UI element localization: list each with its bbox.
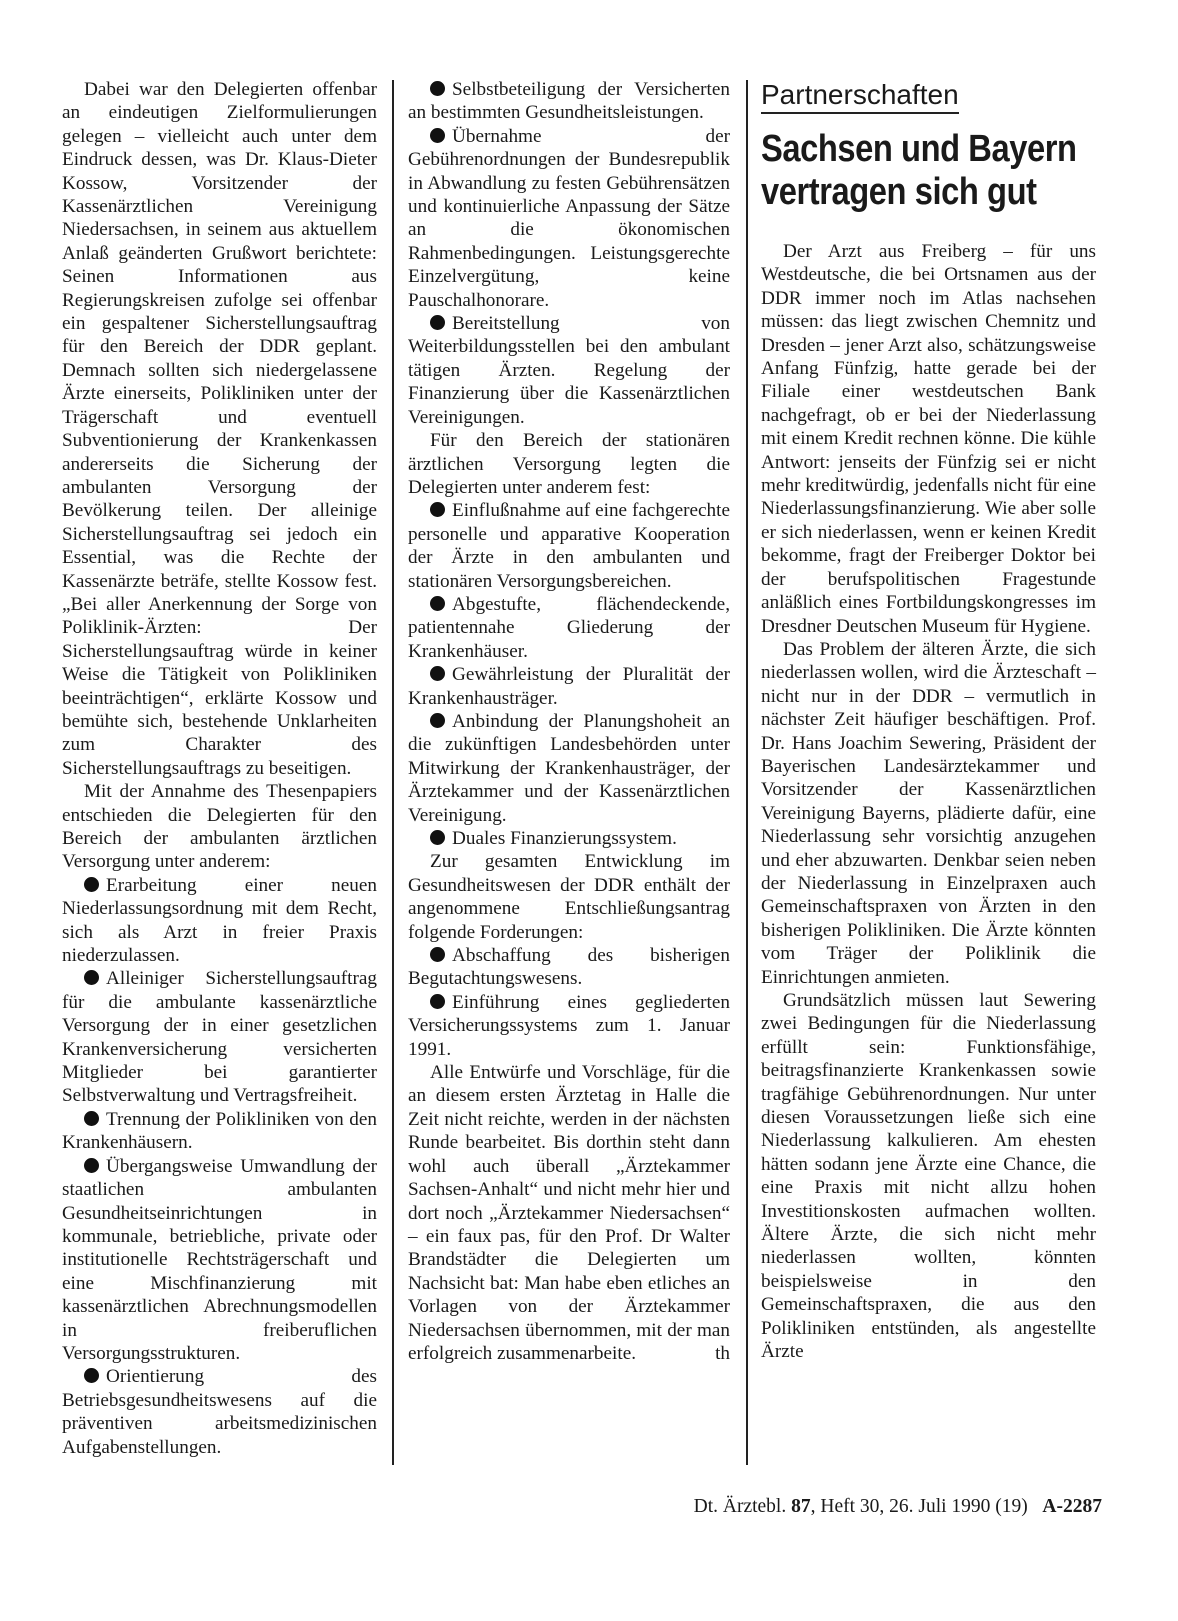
bullet-item: Übernahme der Gebührenordnungen der Bundesrepublik in Abwandlung zu festen Gebührensätzen und kontinuierliche Anpassung der Sätze an die ökonomischen Rahmenbedingungen. Leistungsgerechte Einzelvergütung, keine Pauschalhonorare. xyxy=(408,125,730,311)
bullet-item: Übergangsweise Umwandlung der staatlichen ambulanten Gesundheitseinrichtungen in kommunale, betriebliche, private oder institutionelle Rechtsträgerschaft und eine Mischfinanzierung mit kassenärztlichen Abrechnungsmodellen in freiberuflichen Versorgungsstrukturen. xyxy=(62,1155,377,1364)
bullet-item: Erarbeitung einer neuen Niederlassungsordnung mit dem Recht, sich als Arzt in freier Praxis niederzulassen. xyxy=(62,874,377,967)
bullet-dot-icon xyxy=(84,1368,99,1383)
author-signoff: th xyxy=(715,1342,730,1364)
bullet-dot-icon xyxy=(84,1111,99,1126)
bullet-dot-icon xyxy=(430,128,445,143)
paragraph: Mit der Annahme des Thesenpapiers entschieden die Delegierten für den Bereich der ambulanten ärztlichen Versorgung unter anderem: xyxy=(62,781,377,873)
paragraph: Alle Entwürfe und Vorschläge, für die an diesem ersten Ärztetag in Halle die Zeit nicht reichte, werden in der nächsten Runde bearbeitet. Bis dorthin steht dann wohl auch überall „Ärztekammer Sachsen-Anhalt“ und nicht mehr hier und dort noch „Ärztekammer Niedersachsen“ – ein faux pas, für den Prof. Dr Walter Brandstädter die Delegierten um Nachsicht bat: Man habe eben etliches an Vorlagen von der Ärztekammer Niedersachsen übernommen, mit der man erfolgreich zusammenarbeite. th xyxy=(408,1062,730,1364)
issue-date: , Heft 30, 26. Juli 1990 (19) xyxy=(810,1496,1028,1517)
page-number: A-2287 xyxy=(1042,1496,1102,1517)
volume-number: 87 xyxy=(791,1496,811,1517)
bullet-dot-icon xyxy=(430,713,445,728)
bullet-dot-icon xyxy=(430,315,445,330)
bullet-item: Bereitstellung von Weiterbildungsstellen bei den ambulant tätigen Ärzten. Regelung der Finanzierung über die Kassenärztlichen Vereinigungen. xyxy=(408,313,730,428)
bullet-dot-icon xyxy=(430,947,445,962)
bullet-item: Anbindung der Planungshoheit an die zukünftigen Landesbehörden unter Mitwirkung der Krankenhausträger, der Ärztekammer und der Kassenärztlichen Vereinigung. xyxy=(408,710,730,826)
paragraph: Grundsätzlich müssen laut Sewering zwei Bedingungen für die Niederlassung erfüllt sein: Funktionsfähige, beitragsfinanzierte Krankenkassen sowie tragfähige Gebührenordnungen. Nur unter diesen Voraussetzungen ließe sich eine Niederlassung kalkulieren. Am ehesten hätten sodann jene Ärzte eine Chance, die eine Praxis mit nicht allzu hohen Investitionskosten aufmachen wollten. Ältere Ärzte, die sich nicht mehr niederlassen wollten, könnten beispielsweise in den Gemeinschaftspraxen, die aus den Polikliniken entstünden, als angestellte Ärzte xyxy=(761,990,1096,1363)
paragraph: Für den Bereich der stationären ärztlichen Versorgung legten die Delegierten unter anderem fest: xyxy=(408,430,730,498)
bullet-item: Alleiniger Sicherstellungsauftrag für die ambulante kassenärztliche Versorgung der in einer gesetzlichen Krankenversicherung versicherten Mitglieder bei garantierter Selbstverwaltung und Vertragsfreiheit. xyxy=(62,968,377,1107)
bullet-dot-icon xyxy=(430,502,445,517)
bullet-dot-icon xyxy=(84,1158,99,1173)
bullet-dot-icon xyxy=(430,830,445,845)
column-3 xyxy=(761,80,1096,1364)
column-rule-right xyxy=(746,80,748,1465)
bullet-item: Gewährleistung der Pluralität der Krankenhausträger. xyxy=(408,664,730,709)
bullet-dot-icon xyxy=(430,994,445,1009)
bullet-item: Duales Finanzierungssystem. xyxy=(408,827,730,850)
article-headline: Sachsen und Bayern vertragen sich gut xyxy=(761,128,1077,213)
paragraph: Dabei war den Delegierten offenbar an eindeutigen Zielformulierungen gelegen – vielleicht auch unter dem Eindruck dessen, was Dr. Klaus-Dieter Kossow, Vorsitzender der Kassenärztlichen Vereinigung Niedersachsen, in seinem aus aktuellem Anlaß geänderten Grußwort berichtete: Seinen Informationen aus Regierungskreisen zufolge sei offenbar ein gespaltener Sicherstellungsauftrag für den Bereich der DDR geplant. Demnach sollten sich niedergelassene Ärzte einerseits, Polikliniken unter der Trägerschaft und eventuell Subventionierung der Krankenkassen andererseits die Sicherung der ambulanten Versorgung der Bevölkerung teilen. Der alleinige Sicherstellungsauftrag sei jedoch ein Essential, was die Rechte der Kassenärzte beträfe, stellte Kossow fest. „Bei aller Anerkennung der Sorge von Poliklinik-Ärzten: Der Sicherstellungsauftrag würde in keiner Weise die Tätigkeit von Polikliniken beeinträchtigen“, erklärte Kossow und bemühte sich, bestehende Unklarheiten zum Charakter des Sicherstellungsauftrags zu beseitigen. xyxy=(62,79,377,779)
bullet-item: Einführung eines gegliederten Versicherungssystems zum 1. Januar 1991. xyxy=(408,991,730,1060)
column-2 xyxy=(408,78,730,1365)
bullet-item: Orientierung des Betriebsgesundheitswesens auf die präventiven arbeitsmedizinischen Aufgabenstellungen. xyxy=(62,1366,377,1458)
bullet-dot-icon xyxy=(84,877,99,892)
paragraph: Das Problem der älteren Ärzte, die sich niederlassen wollen, wird die Ärzteschaft – nicht nur in der DDR – vermutlich in nächster Zeit häufiger beschäftigen. Prof. Dr. Hans Joachim Sewering, Präsident der Bayerischen Landesärztekammer und Vorsitzender der Kassenärztlichen Vereinigung Bayerns, plädierte dafür, eine Niederlassung sehr vorsichtig anzugehen und eher abzuwarten. Denkbar seien neben der Niederlassung in Einzelpraxen auch Gemeinschaftspraxen von Ärzten in den bisherigen Polikliniken. Die Ärzte könnten vom Träger der Poliklinik die Einrichtungen anmieten. xyxy=(761,638,1096,988)
journal-name: Dt. Ärztebl. xyxy=(693,1496,787,1517)
bullet-item: Abgestufte, flächendeckende, patientennahe Gliederung der Krankenhäuser. xyxy=(408,593,730,662)
bullet-dot-icon xyxy=(430,596,445,611)
bullet-dot-icon xyxy=(430,81,445,96)
column-rule-left xyxy=(392,80,394,1465)
page-footer xyxy=(640,1495,1102,1519)
bullet-item: Selbstbeteiligung der Versicherten an bestimmten Gesundheitsleistungen. xyxy=(408,79,730,124)
bullet-dot-icon xyxy=(430,666,445,681)
bullet-item: Abschaffung des bisherigen Begutachtungswesens. xyxy=(408,945,730,990)
paragraph: Zur gesamten Entwicklung im Gesundheitswesen der DDR enthält der angenommene Entschließungsantrag folgende Forderungen: xyxy=(408,851,730,943)
bullet-dot-icon xyxy=(84,970,99,985)
column-1 xyxy=(62,78,377,1459)
paragraph: Der Arzt aus Freiberg – für uns Westdeutsche, die bei Ortsnamen aus der DDR immer noch im Atlas nachsehen müssen: das liegt zwischen Chemnitz und Dresden – jener Arzt also, schätzungsweise Anfang Fünfzig, hatte gerade bei der Filiale einer westdeutschen Bank nachgefragt, ob er bei der Niederlassung mit einem Kredit rechnen könne. Die kühle Antwort: jenseits der Fünfzig sei er nicht mehr kreditwürdig, jedenfalls nicht für eine Niederlassungsfinanzierung. Wie aber solle er sich niederlassen, wenn er keinen Kredit bekomme, fragt der Freiberger Doktor bei der berufspolitischen Fragestunde anläßlich eines Fortbildungskongresses im Dresdner Deutschen Museum für Hygiene. xyxy=(761,241,1096,637)
bullet-item: Einflußnahme auf eine fachgerechte personelle und apparative Kooperation der Ärzte in den ambulanten und stationären Versorgungsbereichen. xyxy=(408,500,730,592)
bullet-item: Trennung der Polikliniken von den Krankenhäusern. xyxy=(62,1108,377,1154)
section-rubric: Partnerschaften xyxy=(761,80,959,114)
